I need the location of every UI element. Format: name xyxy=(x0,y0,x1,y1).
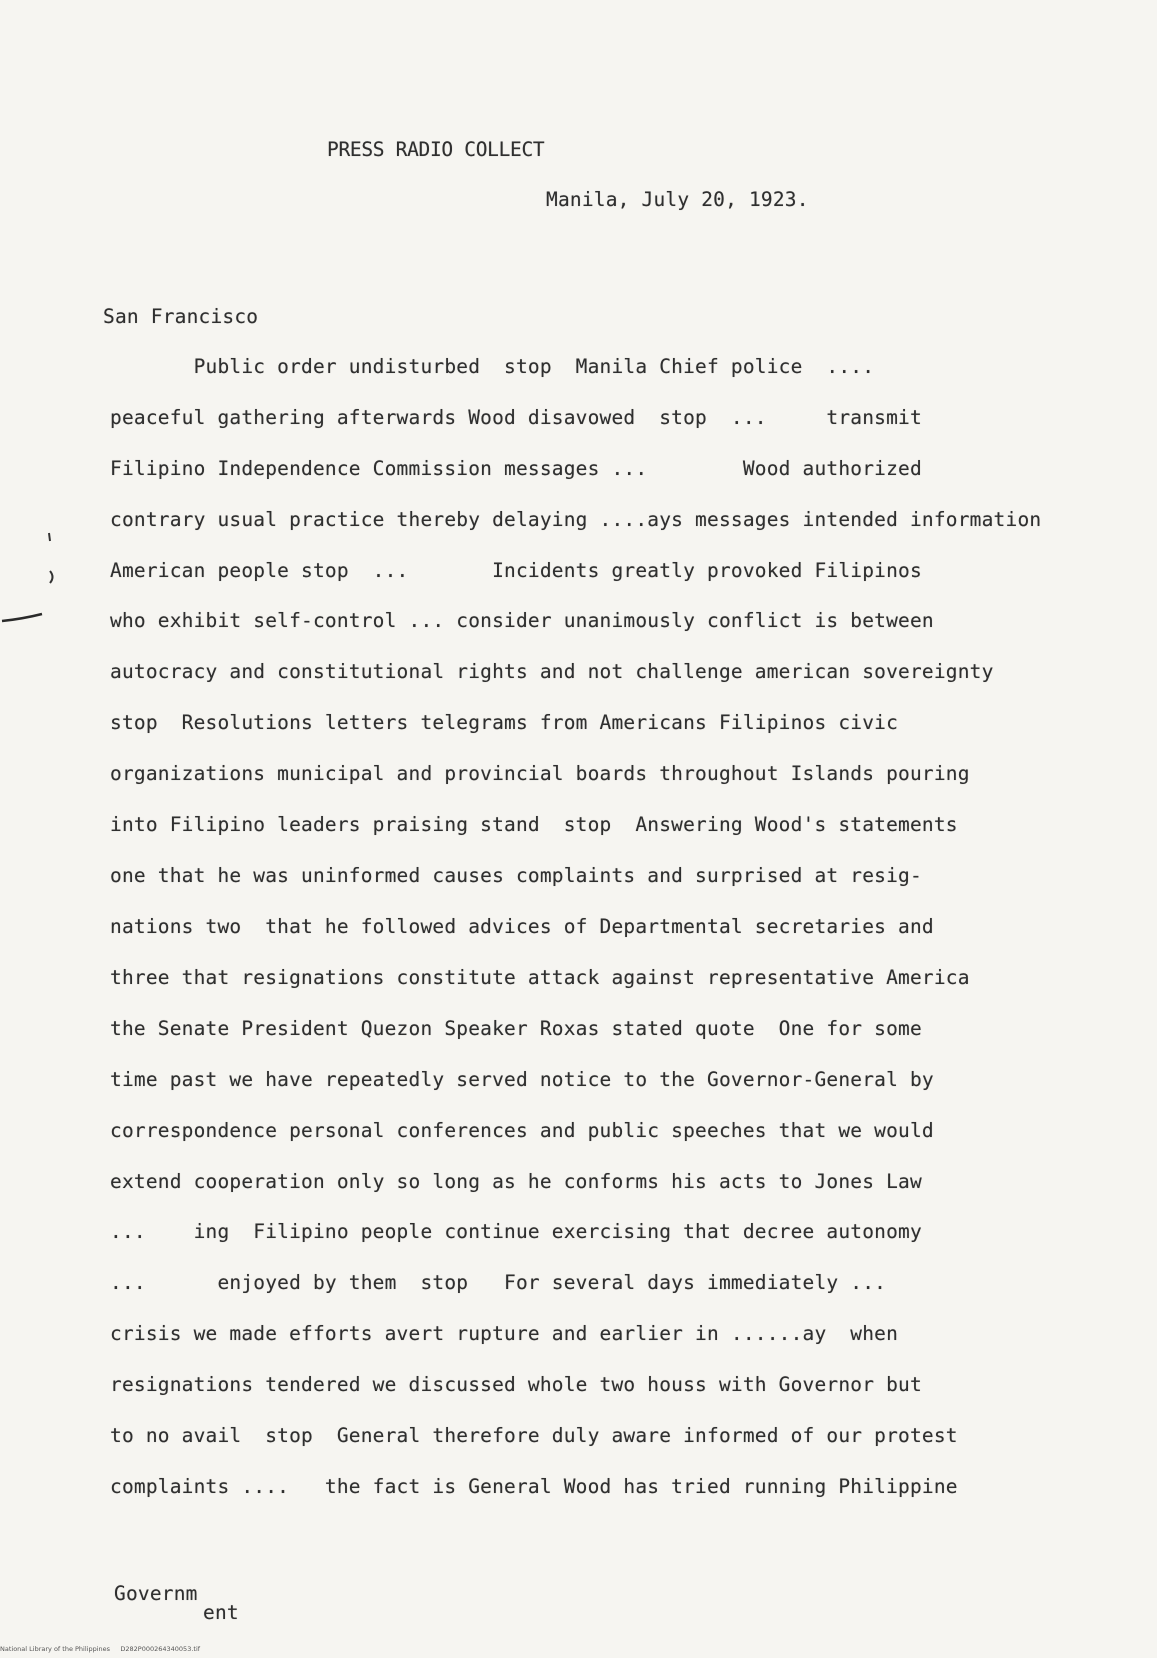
addressee: San Francisco xyxy=(103,305,259,328)
margin-bracket-mark xyxy=(0,525,60,630)
body-line: Public order undisturbed stop Manila Chief police .... xyxy=(110,355,875,378)
body-line: who exhibit self-control ... consider unanimously conflict is between xyxy=(110,609,934,632)
body-line: three that resignations constitute attack against representative America xyxy=(110,966,970,989)
closing-word-suffix: ent xyxy=(203,1601,239,1624)
closing-word: Governm xyxy=(114,1582,198,1605)
body-line: crisis we made efforts avert rupture and earlier in ......ay when xyxy=(110,1322,899,1345)
body-line: nations two that he followed advices of Departmental secretaries and xyxy=(110,915,934,938)
dateline: Manila, July 20, 1923. xyxy=(546,188,809,211)
body-line: peaceful gathering afterwards Wood disavowed stop ... transmit xyxy=(110,406,922,429)
body-line: contrary usual practice thereby delaying ....ays messages intended information xyxy=(110,508,1042,531)
body-line: time past we have repeatedly served notice to the Governor-General by xyxy=(110,1068,934,1091)
document-heading: PRESS RADIO COLLECT xyxy=(327,138,545,161)
body-line: Filipino Independence Commission messages ... Wood authorized xyxy=(110,457,922,480)
body-line: stop Resolutions letters telegrams from Americans Filipinos civic xyxy=(110,711,899,734)
body-line: to no avail stop General therefore duly aware informed of our protest xyxy=(110,1424,958,1447)
body-line: into Filipino leaders praising stand stop Answering Wood's statements xyxy=(110,813,958,836)
body-line: the Senate President Quezon Speaker Roxas stated quote One for some xyxy=(110,1017,922,1040)
body-line: autocracy and constitutional rights and not challenge american sovereignty xyxy=(110,660,994,683)
body-line: extend cooperation only so long as he conforms his acts to Jones Law xyxy=(110,1170,922,1193)
body-line: correspondence personal conferences and public speeches that we would xyxy=(110,1119,934,1142)
body-line: ... ing Filipino people continue exercising that decree autonomy xyxy=(110,1220,922,1243)
archive-footer xyxy=(0,1645,200,1653)
body-line: organizations municipal and provincial boards throughout Islands pouring xyxy=(110,762,970,785)
archive-label: National Library of the Philippines xyxy=(0,1645,111,1653)
body-line: resignations tendered we discussed whole two houss with Governor but xyxy=(110,1373,922,1396)
file-code: D282P000264340053.tif xyxy=(120,1645,201,1653)
body-line: one that he was uninformed causes complaints and surprised at resig- xyxy=(110,864,922,887)
body-line: American people stop ... Incidents greatly provoked Filipinos xyxy=(110,559,922,582)
body-line: ... enjoyed by them stop For several days immediately ... xyxy=(110,1271,887,1294)
body-line: complaints .... the fact is General Wood has tried running Philippine xyxy=(110,1475,958,1498)
